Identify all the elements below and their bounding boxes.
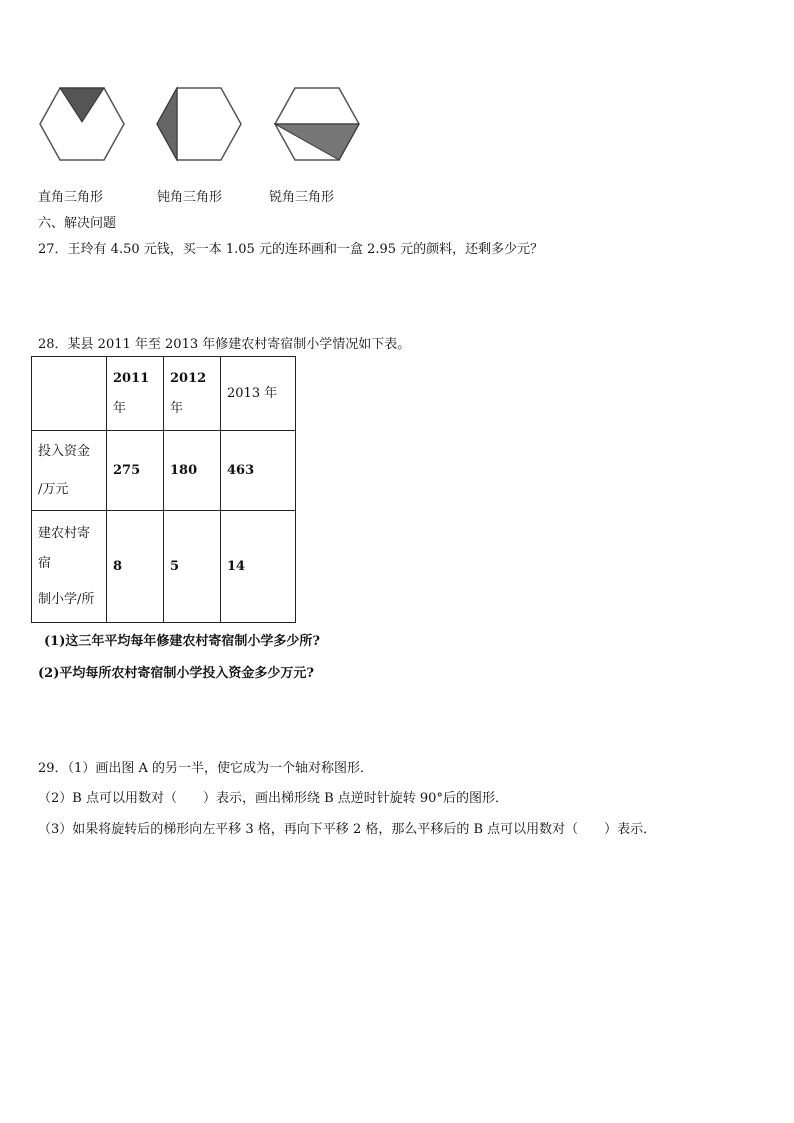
obtuse-triangle-shaded <box>157 88 177 160</box>
hexagon-acute-triangle-figure <box>273 86 363 162</box>
question-27: 27．王玲有 4.50 元钱，买一本 1.05 元的连环画和一盒 2.95 元的颜料，还剩多少元？ <box>38 242 544 257</box>
table-header-row <box>32 357 296 431</box>
question-29-part1: 29．（1）画出图 A 的另一半，使它成为一个轴对称图形． <box>38 761 373 776</box>
header-2011: 2011 年 <box>107 357 164 431</box>
schools-2011: 8 <box>107 511 164 623</box>
question-29-part3: （3）如果将旋转后的梯形向左平移 3 格，再向下平移 2 格，那么平移后的 B 点可以用数对（ ）表示． <box>38 822 657 837</box>
right-triangle-shaded <box>60 88 104 122</box>
label-acute-triangle: 锐角三角形 <box>269 190 335 205</box>
section-title: 六、解决问题 <box>38 216 117 231</box>
label-obtuse-triangle: 钝角三角形 <box>157 190 223 205</box>
question-28-sub1: (1)这三年平均每年修建农村寄宿制小学多少所? <box>44 634 320 649</box>
row-label-funding: 投入资金 /万元 <box>32 431 107 511</box>
schools-2013: 14 <box>221 511 296 623</box>
question-28-intro: 28．某县 2011 年至 2013 年修建农村寄宿制小学情况如下表。 <box>38 337 411 352</box>
hexagon-right-triangle-figure <box>38 86 128 162</box>
funding-2011: 275 <box>107 431 164 511</box>
question-29-part2: （2）B 点可以用数对（ ）表示，画出梯形绕 B 点逆时针旋转 90°后的图形． <box>38 791 508 806</box>
acute-triangle-shaded <box>275 124 359 160</box>
table-row-schools <box>32 511 296 623</box>
construction-table <box>31 356 296 623</box>
header-2012: 2012 年 <box>164 357 221 431</box>
table-row-funding <box>32 431 296 511</box>
question-28-sub2: (2)平均每所农村寄宿制小学投入资金多少万元? <box>38 666 314 681</box>
funding-2012: 180 <box>164 431 221 511</box>
row-label-schools: 建农村寄 宿 制小学/所 <box>32 511 107 623</box>
funding-2013: 463 <box>221 431 296 511</box>
hexagon-obtuse-triangle-figure <box>155 86 245 162</box>
header-2013: 2013 年 <box>221 357 296 431</box>
schools-2012: 5 <box>164 511 221 623</box>
table-corner-cell <box>32 357 107 431</box>
label-right-triangle: 直角三角形 <box>38 190 104 205</box>
